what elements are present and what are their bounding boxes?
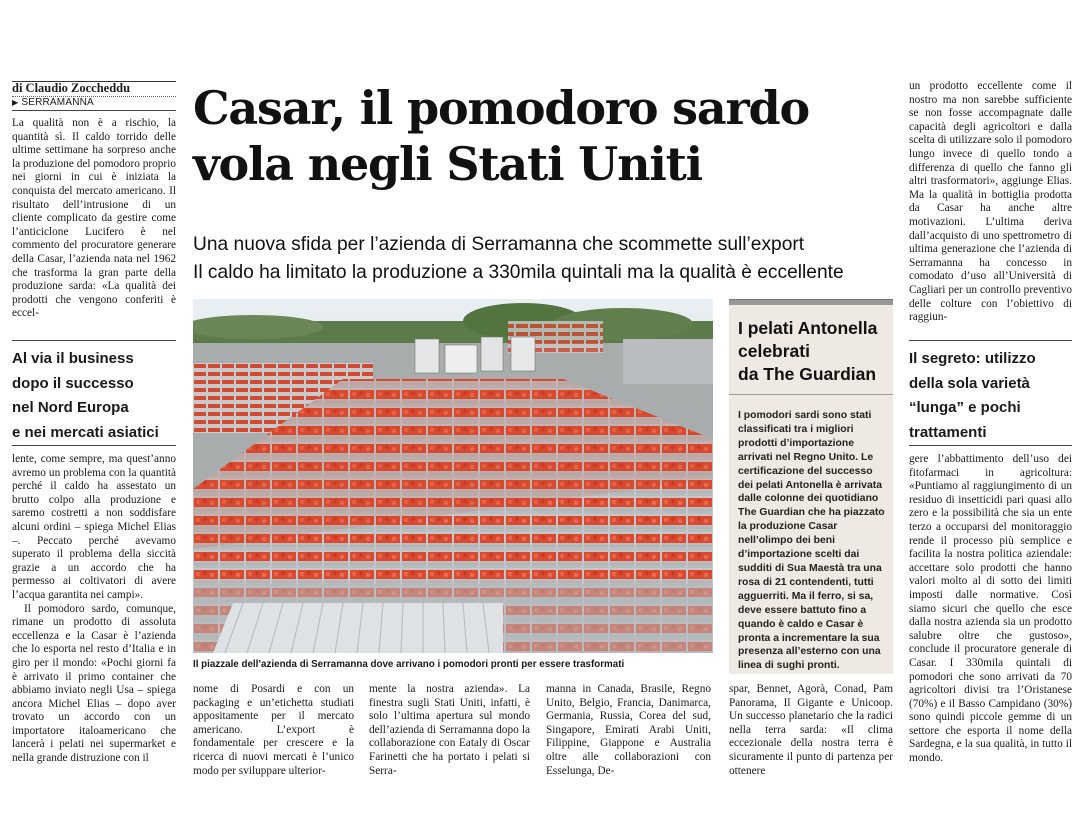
sidebar-heading-left: Al via il business dopo il successo nel Nord Europa e nei mercati asiatici — [12, 350, 159, 441]
headline-line-1: Casar, il pomodoro sardo — [193, 81, 809, 135]
headline — [193, 80, 903, 192]
dateline-place: ▶ SERRAMANNA — [12, 97, 94, 108]
article-column-bottom-3: manna in Canada, Brasile, Regno Unito, Belgio, Francia, Danimarca, Germania, Russia, Corea del sud, Singapore, Emirati Arabi Uniti, Filippine, Giappone e Australia oltre alle collaborazioni con Esselunga, De- — [546, 683, 711, 777]
subheadline-line-2: Il caldo ha limitato la produzione a 330mila quintali ma la qualità è eccellente — [193, 262, 844, 283]
article-column-bottom-2: mente la nostra azienda». La finestra sugli Stati Uniti, infatti, è solo l’ultima apertura sul mondo dell’azienda di Serramanna dopo la collaborazione con Eataly di Oscar Farinetti che ha portato i pelati si Serra- — [369, 683, 530, 777]
dateline-triangle-icon: ▶ — [12, 98, 19, 107]
article-column-left-top: La qualità non è a rischio, la quantità sì. Il caldo torrido delle ultime settimane ha sorpreso anche la produzione del pomodoro proprio nei giorni in cui è iniziata la conquista del mercato americano. Il risultato dell’intrusione di un cliente complicato da gestire come l’anticiclone Lucifero è nel commento del procuratore generare della Casar, l’azienda nata nel 1962 che trasforma la gran parte della produzione sarda: «La qualità dei prodotti che vengono conferiti è eccel- — [12, 117, 176, 320]
photo-caption: Il piazzale dell’azienda di Serramanna dove arrivano i pomodori pronti per essere trasformati — [193, 659, 625, 670]
subheadline-line-1: Una nuova sfida per l’azienda di Serramanna che scommette sull’export — [193, 234, 805, 255]
article-column-right-top: un prodotto eccellente come il nostro ma non sarebbe sufficiente se non fosse accompagnate dalle capacità degli agricoltori e dalla scelta di utilizzare solo il pomodoro lungo invece di quello tondo a differenza di quello che fanno gli altri trasformatori», aggiunge Elias. Ma la qualità in bottiglia prodotta da Casar ha anche altre motivazioni. L’ultima deriva dall’acquisto di uno spettrometro di ultima generazione che l’azienda di Serramanna ha concesso in comodato d’uso all’Università di Cagliari per un controllo preventivo delle colture con l’obiettivo di raggiun- — [909, 80, 1072, 324]
box-title: I pelati Antonella celebrati da The Guardian — [738, 318, 878, 384]
sidebar-box-guardian — [729, 299, 893, 674]
article-column-bottom-4: spar, Bennet, Agorà, Conad, Pam Panorama, Il Gigante e Unicoop. Un successo planetario che la radici nella terra sarda: «Il clima eccezionale della nostra terra è sicuramente il punto di partenza per ottenere — [729, 683, 893, 777]
article-column-left-bottom: lente, come sempre, ma quest’anno avremo un problema con la quantità perché il caldo ha assestato un brutto colpo alla produzione e saremo costretti a non soddisfare alcuni ordini – spiega Michel Elias –. Peccato perché avevamo superato il problema della siccità grazie a un accordo che ha permesso ai coltivatori di avere l’acqua garantita nei campi». Il pomodoro sardo, comunque, rimane un prodotto di assoluta eccellenza e la Casar è l’azienda che lo esporta nel resto d’Italia e in giro per il mondo: «Pochi giorni fa è arrivato il primo container che abbiamo inviato negli Usa – spiega ancora Michel Elias – dopo aver trovato un accordo con un importatore italoamericano che lancerà i pelati nei supermarket e nella grande distruzione con il — [12, 453, 176, 765]
article-column-right-bottom: gere l’abbattimento dell’uso dei fitofarmaci in agricoltura: «Puntiamo al raggiungimento di un residuo di insetticidi pari quasi allo zero e la possibilità che sia un ente terzo a occuparsi del monitoraggio rende il processo più semplice e facilita la nostra politica aziendale: accettare solo prodotti che hanno valori molto al di sotto dei limiti imposti dalle normative. Così siamo sicuri che quello che esce dalla nostra azienda sia un prodotto salubre oltre che gustoso», conclude il procuratore generale di Casar. I 330mila quintali di pomodori che sono arrivati da 70 agricoltori divisi tra l’Oristanese (70%) e il Basso Campidano (30%) sono quindi piccole gemme di un settore che esporta il nome della Sardegna, e la sua qualità, in tutto il mondo. — [909, 453, 1072, 765]
box-text: I pomodori sardi sono stati classificati tra i migliori prodotti d’importazione arrivati nel Regno Unito. Le certificazione del successo dei pelati Antonella è arrivata dalle colonne dei quotidiano The Guardian che ha piazzato la produzione Casar nell’olimpo dei beni d’importazione scelti dai sudditi di Sua Maestà tra una rosa di 21 contendenti, tutti agguerriti. Ma il ferro, si sa, deve essere battuto fino a quando è caldo e Casar è pronta a incrementare la sua presenza all’esterno con una linea di sughi pronti. — [738, 410, 885, 672]
tomato-crates-photo-icon — [193, 299, 713, 653]
author-byline: di Claudio Zoccheddu — [12, 81, 131, 95]
headline-line-2: vola negli Stati Uniti — [193, 137, 702, 191]
sidebar-heading-right: Il segreto: utilizzo della sola varietà “lunga” e pochi trattamenti — [909, 350, 1036, 441]
subheadline — [193, 231, 893, 287]
photo-tomato-yard — [193, 299, 713, 653]
article-column-bottom-1: nome di Posardi e con un packaging e un’etichetta studiati appositamente per il mercato americano. L’export è fondamentale per crescere e la ricerca di nuovi mercati è l’unico modo per sviluppare ulterior- — [193, 683, 354, 777]
